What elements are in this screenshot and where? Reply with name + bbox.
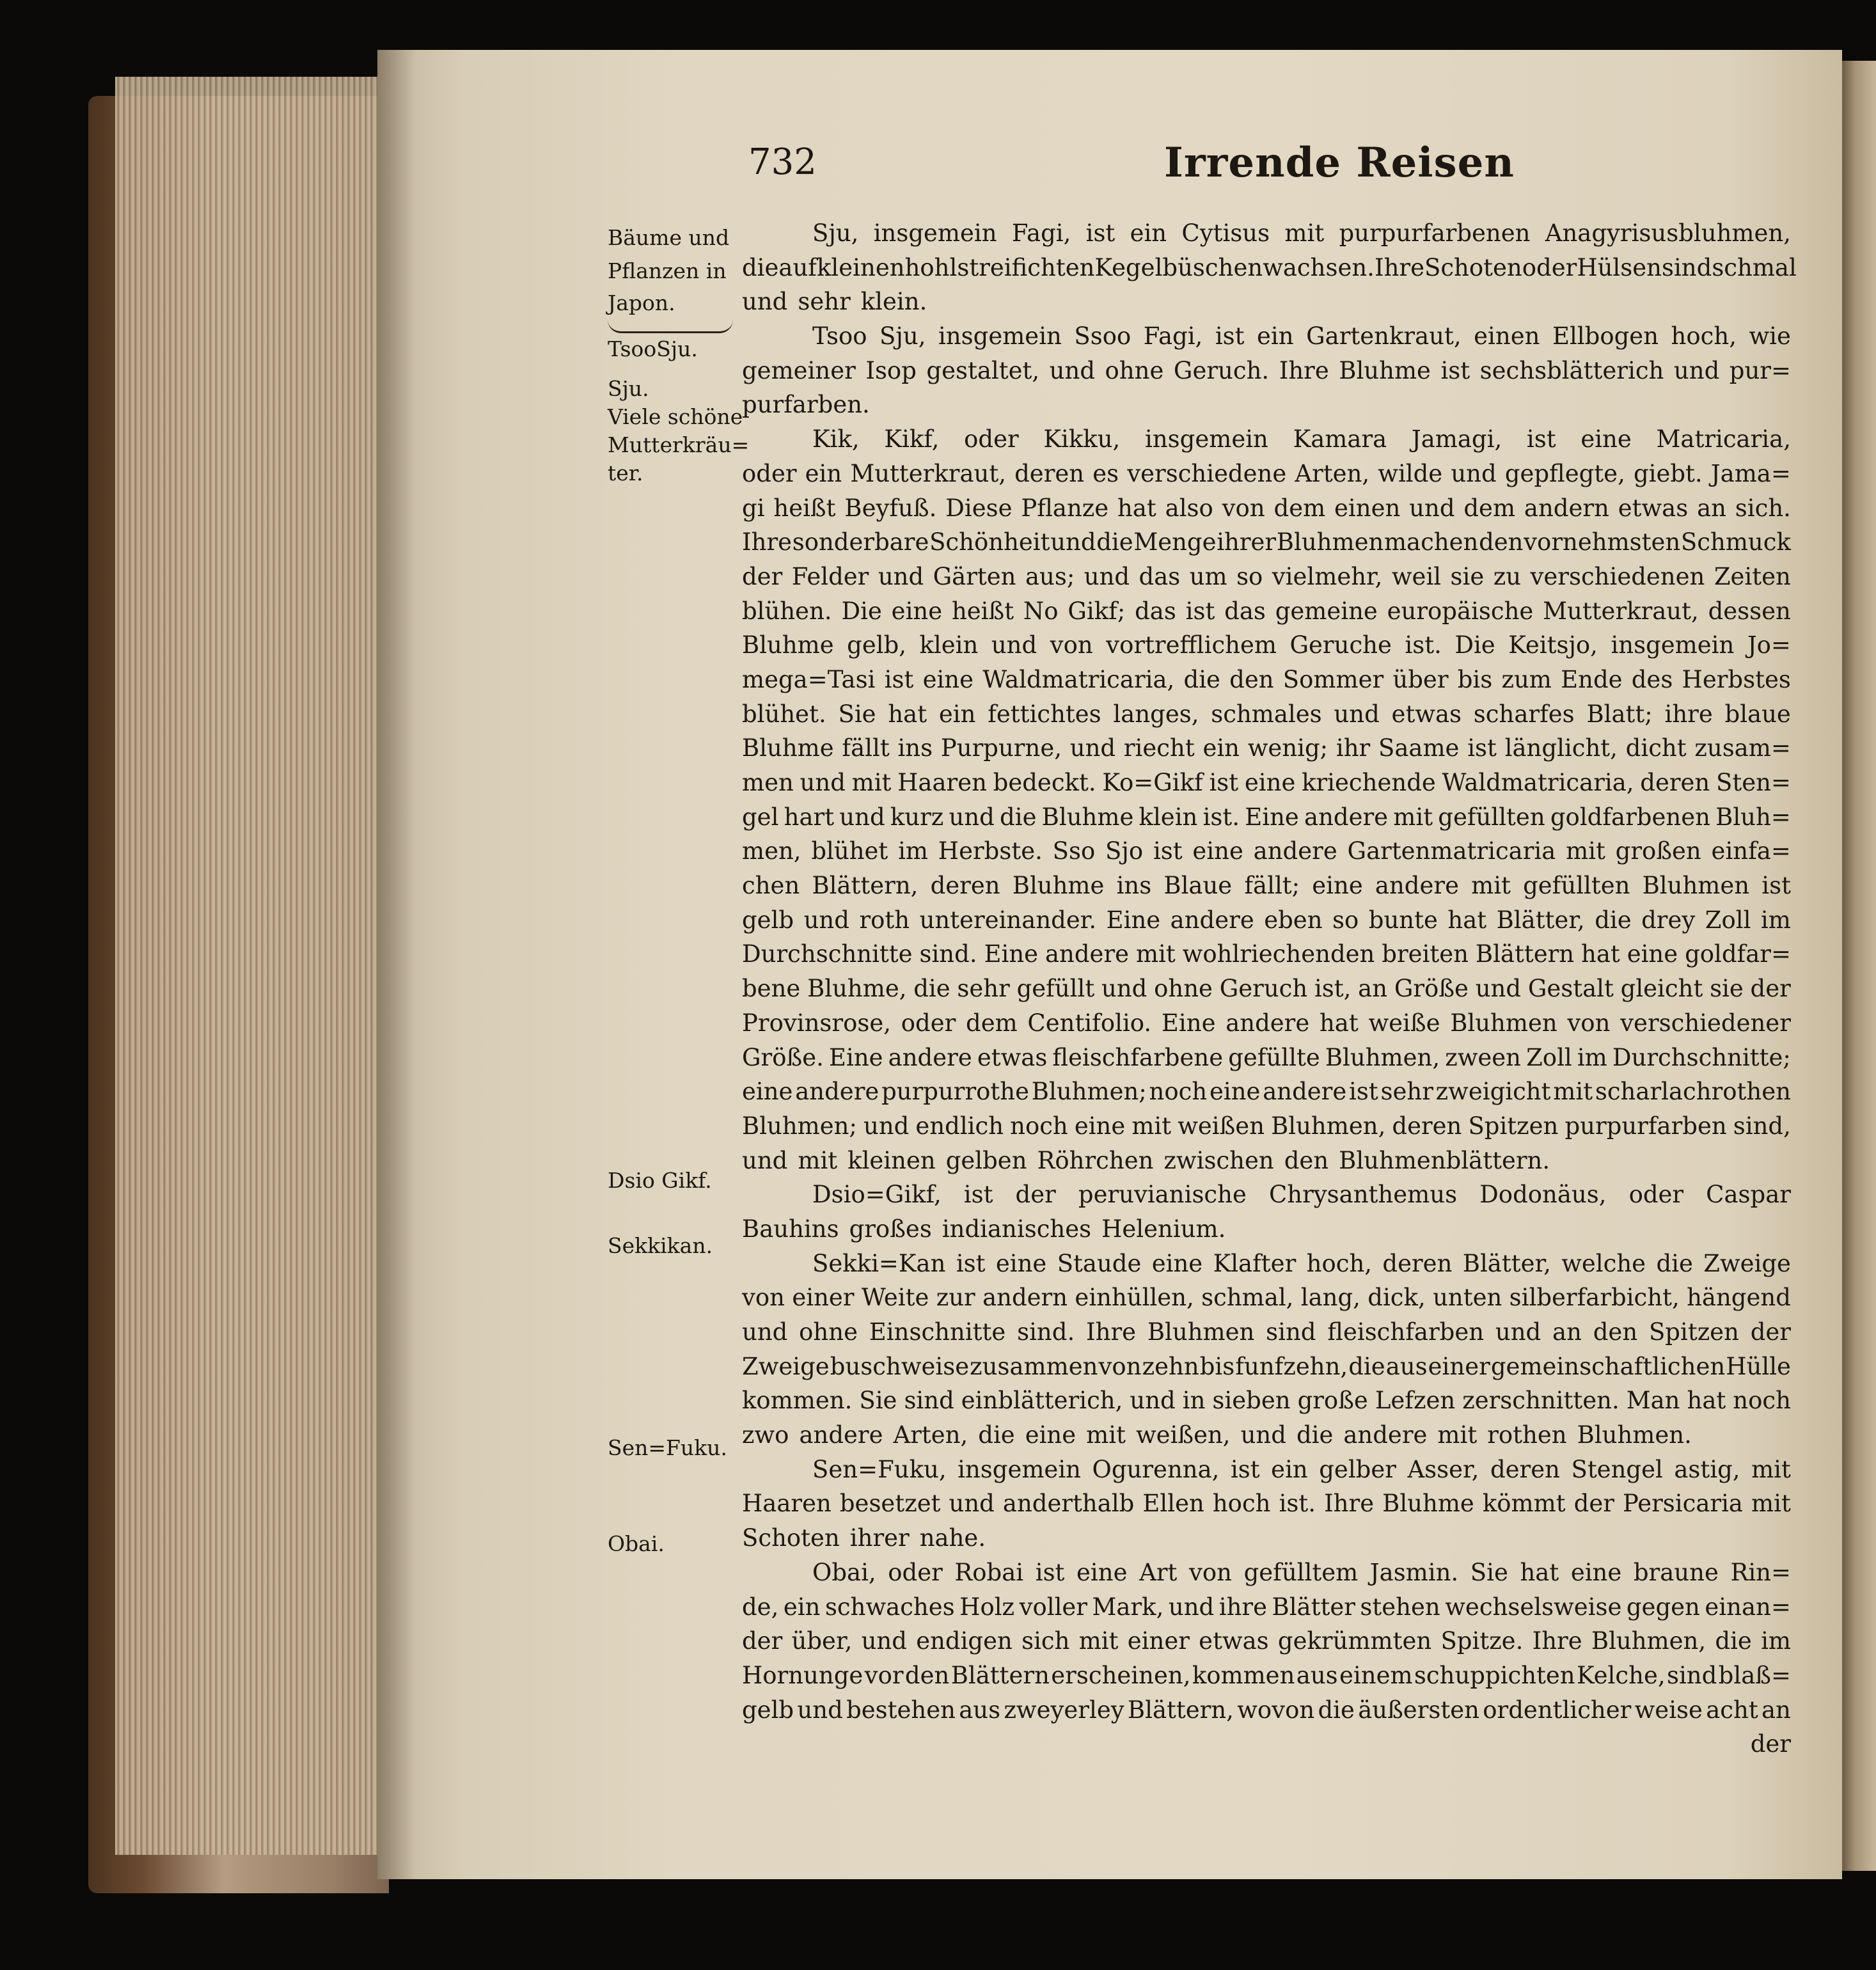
text-line: Kik, Kikf, oder Kikku, insgemein Kamara Jamagi, ist eine Matricaria,	[812, 425, 1791, 453]
margin-note: Dsio Gikf.	[608, 1168, 712, 1193]
margin-note: Sju.	[608, 376, 649, 401]
text-line: Schoten ihrer nahe.	[742, 1524, 986, 1552]
text-line: Bluhmen; und endlich noch eine mit weißen Bluhmen, deren Spitzen purpurfarben sind,	[742, 1112, 1791, 1140]
margin-note: Sekkikan.	[608, 1233, 713, 1258]
margin-note: Obai.	[608, 1531, 665, 1556]
text-line: die auf kleinen hohlstreifichten Kegelbüschen wachsen. Ihre Schoten oder Hülsen sind schmal	[742, 253, 1797, 281]
text-line: Größe. Eine andere etwas fleischfarbene gefüllte Bluhmen, zween Zoll im Durchschnitte;	[742, 1043, 1791, 1071]
page-stack-edge	[115, 77, 384, 1855]
text-line: de, ein schwaches Holz voller Mark, und ihre Blätter stehen wechselsweise gegen einan=	[742, 1593, 1791, 1621]
text-line: blühen. Die eine heißt No Gikf; das ist das gemeine europäische Mutterkraut, dessen	[742, 597, 1791, 625]
text-line: Tsoo Sju, insgemein Ssoo Fagi, ist ein Gartenkraut, einen Ellbogen hoch, wie	[812, 322, 1791, 351]
body-text	[742, 216, 1797, 1761]
text-line: chen Blättern, deren Bluhme ins Blaue fällt; eine andere mit gefüllten Bluhmen ist	[742, 872, 1791, 900]
text-line: Sju, insgemein Fagi, ist ein Cytisus mit purpurfarbenen Anagyrisusbluhmen,	[812, 219, 1791, 247]
text-line: men, blühet im Herbste. Sso Sjo ist eine andere Gartenmatricaria mit großen einfa=	[742, 837, 1791, 865]
text-line: von einer Weite zur andern einhüllen, schmal, lang, dick, unten silberfarbicht, hängend	[742, 1284, 1791, 1312]
text-line: und ohne Einschnitte sind. Ihre Bluhmen sind fleischfarben und an den Spitzen der	[742, 1318, 1791, 1346]
text-line: eine andere purpurrothe Bluhmen; noch eine andere ist sehr zweigicht mit scharlachrothen	[742, 1078, 1791, 1106]
facing-page-edge	[1842, 61, 1876, 1871]
margin-note: Pflanzen in	[608, 258, 727, 283]
text-line: der	[1750, 1730, 1791, 1758]
text-line: gel hart und kurz und die Bluhme klein ist. Eine andere mit gefüllten goldfarbenen Bluh=	[742, 803, 1791, 831]
text-line: und mit kleinen gelben Röhrchen zwischen den Bluhmenblättern.	[742, 1146, 1550, 1174]
text-line: gi heißt Beyfuß. Diese Pflanze hat also von dem einen und dem andern etwas an sich.	[742, 494, 1791, 522]
running-head: Irrende Reisen	[1164, 139, 1515, 187]
margin-note: Japon.	[608, 290, 675, 315]
text-line: der Felder und Gärten aus; und das um so vielmehr, weil sie zu verschiedenen Zeiten	[742, 562, 1791, 590]
text-line: gelb und roth untereinander. Eine andere eben so bunte hat Blätter, die drey Zoll im	[742, 906, 1791, 934]
margin-note: Bäume und	[608, 225, 730, 250]
text-line: purfarben.	[742, 391, 870, 419]
text-line: und sehr klein.	[742, 288, 927, 316]
text-line: Haaren besetzet und anderthalb Ellen hoch ist. Ihre Bluhme kömmt der Persicaria mit	[742, 1490, 1791, 1518]
text-line: Sen=Fuku, insgemein Ogurenna, ist ein gelber Asser, deren Stengel astig, mit	[812, 1455, 1791, 1483]
page-number: 732	[748, 141, 817, 183]
text-line: zwo andere Arten, die eine mit weißen, und die andere mit rothen Bluhmen.	[742, 1421, 1692, 1449]
text-line: Bluhme fällt ins Purpurne, und riecht ein wenig; ihr Saame ist länglicht, dicht zusam=	[742, 734, 1791, 762]
text-line: blühet. Sie hat ein fettichtes langes, schmales und etwas scharfes Blatt; ihre blaue	[742, 700, 1791, 728]
text-line: Provinsrose, oder dem Centifolio. Eine andere hat weiße Bluhmen von verschiedener	[742, 1009, 1791, 1037]
text-line: Sekki=Kan ist eine Staude eine Klafter hoch, deren Blätter, welche die Zweige	[812, 1249, 1791, 1277]
text-line: gelb und bestehen aus zweyerley Blättern, wovon die äußersten ordentlicher weise acht an	[742, 1696, 1791, 1724]
margin-note: Sen=Fuku.	[608, 1435, 727, 1460]
text-line: mega=Tasi ist eine Waldmatricaria, die den Sommer über bis zum Ende des Herbstes	[742, 665, 1791, 693]
text-line: oder ein Mutterkraut, deren es verschiedene Arten, wilde und gepflegte, giebt. Jama=	[742, 459, 1791, 487]
text-line: der über, und endigen sich mit einer etwas gekrümmten Spitze. Ihre Bluhmen, die im	[742, 1627, 1791, 1655]
margin-note: TsooSju.	[608, 336, 698, 361]
text-line: Dsio=Gikf, ist der peruvianische Chrysanthemus Dodonäus, oder Caspar	[812, 1181, 1791, 1209]
margin-note: Viele schöne	[608, 404, 743, 429]
text-line: men und mit Haaren bedeckt. Ko=Gikf ist eine kriechende Waldmatricaria, deren Sten=	[742, 769, 1791, 796]
text-line: Obai, oder Robai ist eine Art von gefülltem Jasmin. Sie hat eine braune Rin=	[812, 1558, 1791, 1586]
text-line: bene Bluhme, die sehr gefüllt und ohne Geruch ist, an Größe und Gestalt gleicht sie der	[742, 975, 1791, 1003]
margin-brace	[608, 320, 733, 333]
margin-note: Mutterkräu=	[608, 432, 750, 457]
text-line: Bluhme gelb, klein und von vortrefflichem Geruche ist. Die Keitsjo, insgemein Jo=	[742, 631, 1791, 659]
text-line: Hornunge vor den Blättern erscheinen, kommen aus einem schuppichten Kelche, sind blaß=	[742, 1661, 1791, 1689]
text-line: Durchschnitte sind. Eine andere mit wohlriechenden breiten Blättern hat eine goldfar=	[742, 940, 1791, 968]
text-line: Ihre sonderbare Schönheit und die Menge ihrer Bluhmen machen den vornehmsten Schmuck	[742, 528, 1791, 556]
text-line: Zweige buschweise zusammen von zehn bis funfzehn, die aus einer gemeinschaftlichen Hülle	[742, 1352, 1791, 1380]
margin-note: ter.	[608, 461, 643, 485]
gutter-shadow	[377, 50, 416, 1879]
text-line: gemeiner Isop gestaltet, und ohne Geruch. Ihre Bluhme ist sechsblätterich und pur=	[742, 356, 1791, 384]
text-line: Bauhins großes indianisches Helenium.	[742, 1215, 1226, 1243]
text-line: kommen. Sie sind einblätterich, und in sieben große Lefzen zerschnitten. Man hat noch	[742, 1387, 1791, 1415]
